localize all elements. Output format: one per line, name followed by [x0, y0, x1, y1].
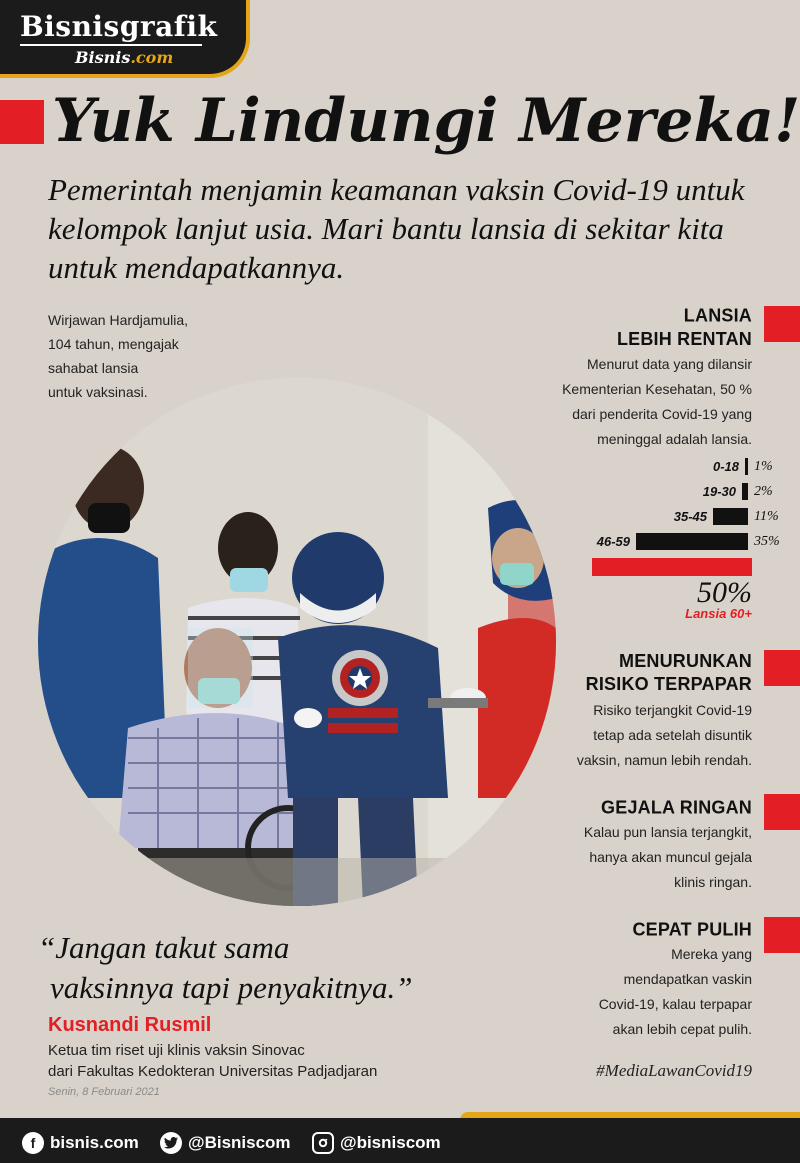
quote-speaker: Kusnandi Rusmil	[48, 1014, 212, 1036]
twitter-handle: @Bisniscom	[188, 1133, 291, 1152]
section-text-line: Mereka yang	[671, 946, 752, 962]
speaker-role-line: Ketua tim riset uji klinis vaksin Sinovac	[48, 1042, 305, 1059]
bar-category-label: 19-30	[702, 484, 736, 499]
facebook-link[interactable]	[22, 1132, 139, 1154]
brand-sub-accent: .com	[130, 48, 174, 67]
bar-category-label: 35-45	[673, 509, 707, 524]
section-marker	[764, 794, 800, 830]
caption-line: untuk vaksinasi.	[48, 384, 148, 400]
bar-category-lansia: Lansia 60+	[685, 606, 752, 621]
vaccination-scene-illustration	[38, 378, 556, 906]
bar-value-label: 11%	[754, 509, 779, 524]
section-title-line: GEJALA RINGAN	[601, 796, 752, 818]
section-title-risiko	[586, 649, 752, 695]
brand-logo: Bisnisgrafik	[20, 10, 218, 43]
section-title-pulih	[632, 917, 752, 940]
section-text-line: Kementerian Kesehatan, 50 %	[562, 381, 752, 397]
photo-caption	[48, 308, 218, 404]
hashtag: #MediaLawanCovid19	[596, 1061, 752, 1080]
section-title-line: LANSIA	[683, 304, 752, 326]
facebook-handle: bisnis.com	[50, 1133, 139, 1152]
bar-value-label: 1%	[754, 459, 773, 474]
section-text-line: mendapatkan vaskin	[623, 971, 752, 987]
caption-line: sahabat lansia	[48, 360, 139, 376]
section-text-risiko	[577, 698, 752, 773]
facebook-icon: f	[22, 1132, 44, 1154]
section-text-line: Risiko terjangkit Covid-19	[593, 702, 752, 718]
quote-date: Senin, 8 Februari 2021	[48, 1086, 160, 1098]
section-text-line: Covid-19, kalau terpapar	[598, 996, 752, 1012]
section-text-line: dari penderita Covid-19 yang	[572, 406, 752, 422]
section-text-line: meninggal adalah lansia.	[597, 431, 752, 447]
logo-divider	[20, 44, 202, 46]
quote-line: vaksinnya tapi penyakitnya.”	[50, 970, 413, 1005]
subheadline: Pemerintah menjamin keamanan vaksin Covid-19 untuk kelompok lanjut usia. Mari bantu lansia di sekitar kita untuk mendapatkannya.	[48, 172, 745, 285]
bar-value-lansia: 50%	[697, 576, 752, 609]
bar-46-59	[636, 533, 748, 550]
section-text-line: Menurut data yang dilansir	[587, 356, 752, 372]
section-text-line: klinis ringan.	[674, 874, 752, 890]
quote-line: “Jangan takut sama	[38, 930, 290, 965]
section-text-line: akan lebih cepat pulih.	[612, 1021, 752, 1037]
bar-value-label: 2%	[754, 484, 773, 499]
twitter-link[interactable]	[160, 1132, 291, 1154]
section-text-line: tetap ada setelah disuntik	[593, 727, 752, 743]
section-marker	[764, 306, 800, 342]
bar-35-45	[713, 508, 748, 525]
speaker-role-line: dari Fakultas Kedokteran Universitas Padjadjaran	[48, 1063, 378, 1080]
section-text-line: vaksin, namun lebih rendah.	[576, 752, 752, 768]
bar-lansia-60	[592, 558, 752, 576]
headline: Yuk Lindungi Mereka!	[52, 86, 800, 156]
section-text-line: hanya akan muncul gejala	[589, 849, 752, 865]
brand-sublogo	[75, 48, 173, 67]
instagram-icon	[312, 1132, 334, 1154]
section-text-line: Kalau pun lansia terjangkit,	[583, 824, 752, 840]
section-title-line: CEPAT PULIH	[632, 918, 752, 940]
section-text-lansia	[562, 352, 752, 452]
headline-marker	[0, 100, 44, 144]
section-title-lansia	[617, 304, 752, 350]
bar-value-label: 35%	[754, 534, 780, 549]
speaker-role	[48, 1040, 508, 1082]
caption-line: Wirjawan Hardjamulia,	[48, 312, 189, 328]
section-title-line: MENURUNKAN	[619, 649, 752, 671]
bar-category-label: 46-59	[596, 534, 630, 549]
vaccination-photo	[38, 378, 556, 906]
section-marker	[764, 917, 800, 953]
brand-sub-main: Bisnis	[75, 48, 131, 67]
bar-19-30	[742, 483, 748, 500]
instagram-link[interactable]	[312, 1132, 441, 1154]
caption-line: 104 tahun, mengajak	[48, 336, 179, 352]
section-title-line: LEBIH RENTAN	[616, 328, 752, 350]
bar-category-label: 0-18	[712, 459, 739, 474]
section-text-gejala	[584, 820, 752, 895]
section-text-pulih	[599, 942, 752, 1042]
section-title-gejala	[601, 795, 752, 818]
section-marker	[764, 650, 800, 686]
instagram-handle: @bisniscom	[340, 1133, 441, 1152]
twitter-icon	[160, 1132, 182, 1154]
section-title-line: RISIKO TERPAPAR	[585, 673, 752, 695]
pull-quote	[38, 928, 558, 1008]
bar-0-18	[745, 458, 748, 475]
